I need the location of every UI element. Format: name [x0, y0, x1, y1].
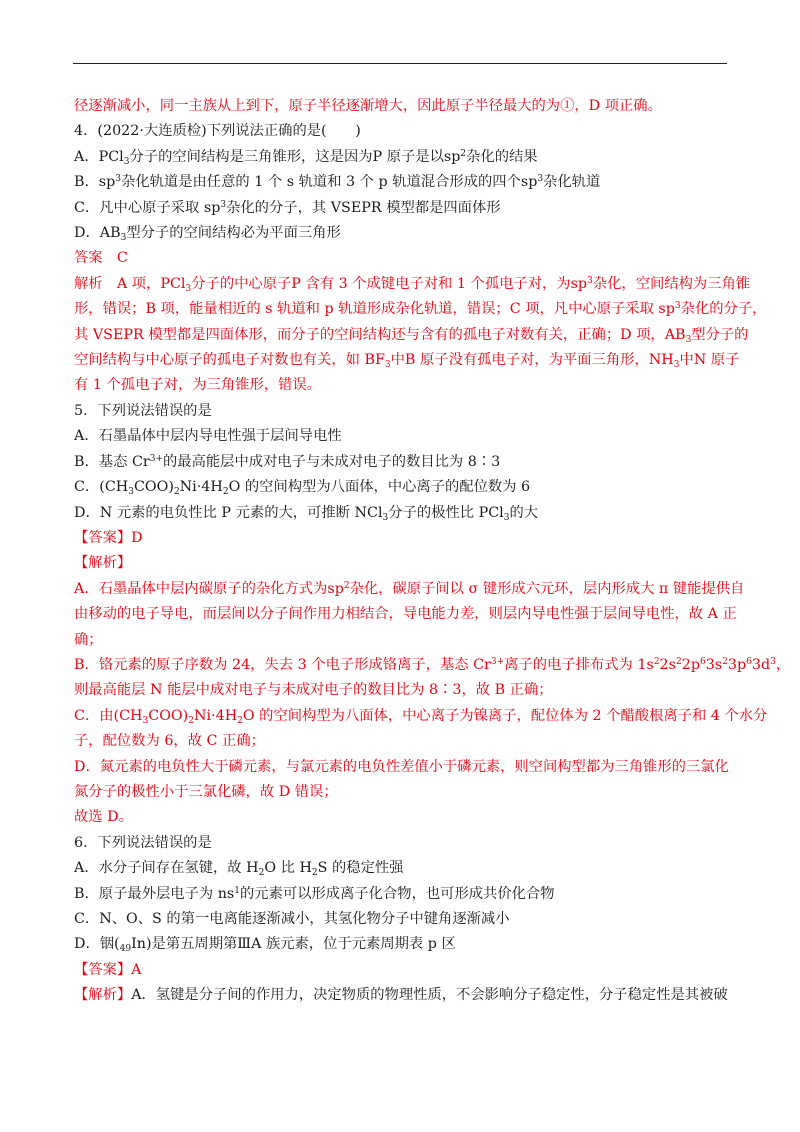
q4-stem: 4．(2022·大连质检)下列说法正确的是( ): [74, 123, 361, 140]
page-content: [74, 94, 791, 1009]
q5-option-d: D．N 元素的电负性比 P 元素的大，可推断 NCl$_3$分子的极性比 PCl$_3$的大: [74, 504, 539, 523]
q4-answer: 答案 C: [74, 250, 128, 267]
q5-explanation-a: 确；: [74, 631, 103, 648]
q5-explanation-a: 由移动的电子导电，而层间以分子间作用力相结合，导电能力差，则层内导电性强于层间导电性，故 A 正: [74, 606, 737, 623]
q6-stem: 6．下列说法错误的是: [74, 834, 212, 851]
q4-explanation-line: 形，错误；B 项，能量相近的 s 轨道和 p 轨道形成杂化轨道，错误；C 项，凡中心原子采取 $sp^3$杂化的分子，: [74, 301, 767, 318]
q4-option-c: C．凡中心原子采取 $sp^3$杂化的分子，其 VSEPR 模型都是四面体形: [74, 199, 501, 216]
q5-explanation-c: 子，配位数为 6，故 C 正确；: [74, 733, 265, 750]
q4-option-b: B．$sp^3$杂化轨道是由任意的 1 个 s 轨道和 3 个 p 轨道混合形成的四个$sp^3$杂化轨道: [74, 174, 601, 191]
q5-explanation-a: A．石墨晶体中层内碳原子的杂化方式为$sp^2$杂化，碳原子间以 σ 键形成六元环，层内形成大 π 键能提供自: [74, 580, 745, 597]
q4-option-a: A．PCl$_3$分子的空间结构是三角锥形，这是因为P 原子是以$sp^2$杂化的结果: [74, 148, 538, 167]
q6-explanation: 【解析】A．氢键是分子间的作用力，决定物质的物理性质，不会影响分子稳定性，分子稳定性是其被破: [74, 987, 728, 1004]
q5-explanation-d: D．氮元素的电负性大于磷元素，与氯元素的电负性差值小于磷元素，则空间构型都为三角锥形的三氯化: [74, 758, 729, 775]
q6-option-c: C．N、O、S 的第一电离能逐渐减小，其氢化物分子中键角逐渐减小: [74, 911, 510, 927]
q5-conclusion: 故选 D。: [74, 809, 133, 826]
q5-explanation-b: B．铬元素的原子序数为 24，失去 3 个电子形成铬离子，基态 $Cr^{3+}$离子的电子排布式为 $1s^22s^22p^63s^23p^63d^3$，: [74, 656, 791, 673]
q6-answer: 【答案】A: [74, 961, 142, 978]
q5-explanation-c: C．由$(CH_3COO)_2Ni\cdot 4H_2O$ 的空间构型为八面体，中心离子为镍离子，配位体为 2 个醋酸根离子和 4 个水分: [74, 707, 768, 726]
q4-explanation-line: 有 1 个孤电子对，为三角锥形，错误。: [74, 377, 321, 394]
q6-option-a: A．水分子间存在氢键，故 $H_2O$ 比 $H_2S$ 的稳定性强: [74, 860, 404, 879]
q6-option-b: B．原子最外层电子为 $ns^1$的元素可以形成离子化合物，也可形成共价化合物: [74, 885, 555, 902]
q5-option-b: B．基态 $Cr^{3+}$的最高能层中成对电子与未成对电子的数目比为 8∶3: [74, 453, 501, 470]
q4-option-d: D．$AB_3$型分子的空间结构必为平面三角形: [74, 225, 341, 244]
q5-answer: 【答案】D: [74, 529, 143, 546]
q4-explanation-line: 空间结构与中心原子的孤电子对数也有关，如 $BF_3$中B 原子没有孤电子对，为平面三角形，$NH_3$中N 原子: [74, 352, 740, 371]
q3-explanation-tail: 径逐渐减小，同一主族从上到下，原子半径逐渐增大，因此原子半径最大的为①，D 项正确。: [74, 98, 662, 114]
q5-explanation-heading: 【解析】: [74, 555, 132, 572]
q5-option-a: A．石墨晶体中层内导电性强于层间导电性: [74, 428, 342, 445]
q5-stem: 5．下列说法错误的是: [74, 402, 212, 419]
q4-explanation-line: 其 VSEPR 模型都是四面体形，而分子的空间结构还与含有的孤电子对数有关，正确；D 项，$AB_3$型分子的: [74, 326, 749, 345]
q6-option-d: D．铟$(_{49}In)$是第五周期第ⅢA 族元素，位于元素周期表 p 区: [74, 936, 456, 955]
q4-explanation-line: 解析 A 项，PCl$_3$分子的中心原子P 含有 3 个成键电子对和 1 个孤电子对，为$sp^3$杂化，空间结构为三角锥: [74, 275, 751, 294]
q5-explanation-d: 氮分子的极性小于三氯化磷，故 D 错误；: [74, 783, 338, 800]
q5-option-c: C．$(CH_3COO)_2Ni\cdot 4H_2O$ 的空间构型为八面体，中心离子的配位数为 6: [74, 479, 531, 498]
header-rule: [73, 63, 727, 64]
q5-explanation-b: 则最高能层 N 能层中成对电子与未成对电子的数目比为 8∶3，故 B 正确；: [74, 682, 553, 699]
